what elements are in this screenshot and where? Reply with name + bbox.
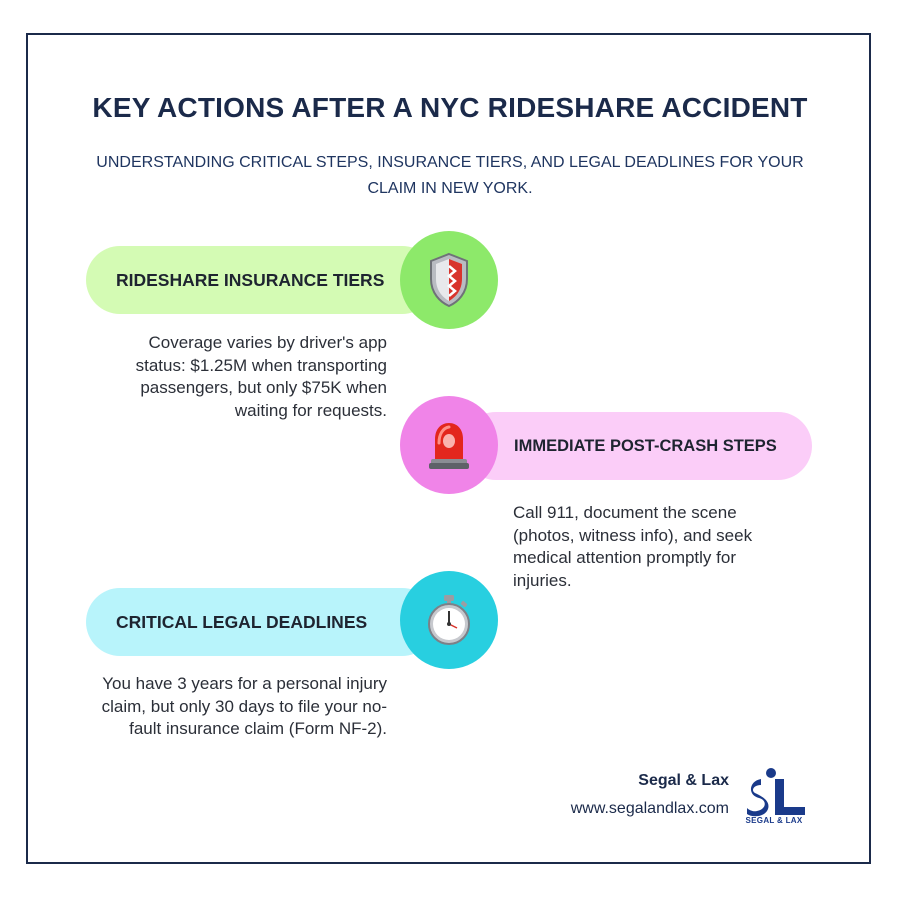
section-body: Coverage varies by driver's app status: $1.25M when transporting passengers, but only $75K when waiting for requests.	[135, 333, 387, 420]
section-body: You have 3 years for a personal injury claim, but only 30 days to file your no-fault insurance claim (Form NF-2).	[101, 674, 387, 738]
section-body: Call 911, document the scene (photos, witness info), and seek medical attention promptly for injuries.	[513, 503, 753, 590]
shield-icon	[427, 252, 471, 308]
shield-icon-circle	[400, 231, 498, 329]
page-title: KEY ACTIONS AFTER A NYC RIDESHARE ACCIDENT	[92, 92, 808, 123]
section-heading: RIDESHARE INSURANCE TIERS	[116, 269, 385, 290]
siren-icon	[425, 419, 473, 471]
firm-name: Segal & Lax	[638, 772, 729, 789]
section-insurance-tiers-banner	[86, 246, 436, 314]
stopwatch-icon	[425, 593, 473, 647]
stopwatch-icon-circle	[400, 571, 498, 669]
page-subtitle: UNDERSTANDING CRITICAL STEPS, INSURANCE TIERS, AND LEGAL DEADLINES FOR YOUR CLAIM IN NEW YORK.	[96, 154, 804, 197]
section-heading: IMMEDIATE POST-CRASH STEPS	[514, 436, 777, 455]
section-post-crash-banner	[462, 412, 812, 480]
logo-wordmark: SEGAL & LAX	[745, 816, 803, 825]
siren-icon-circle	[400, 396, 498, 494]
section-legal-deadlines-banner	[86, 588, 436, 656]
section-heading: CRITICAL LEGAL DEADLINES	[116, 611, 368, 632]
firm-website-link[interactable]: www.segalandlax.com	[570, 800, 729, 817]
